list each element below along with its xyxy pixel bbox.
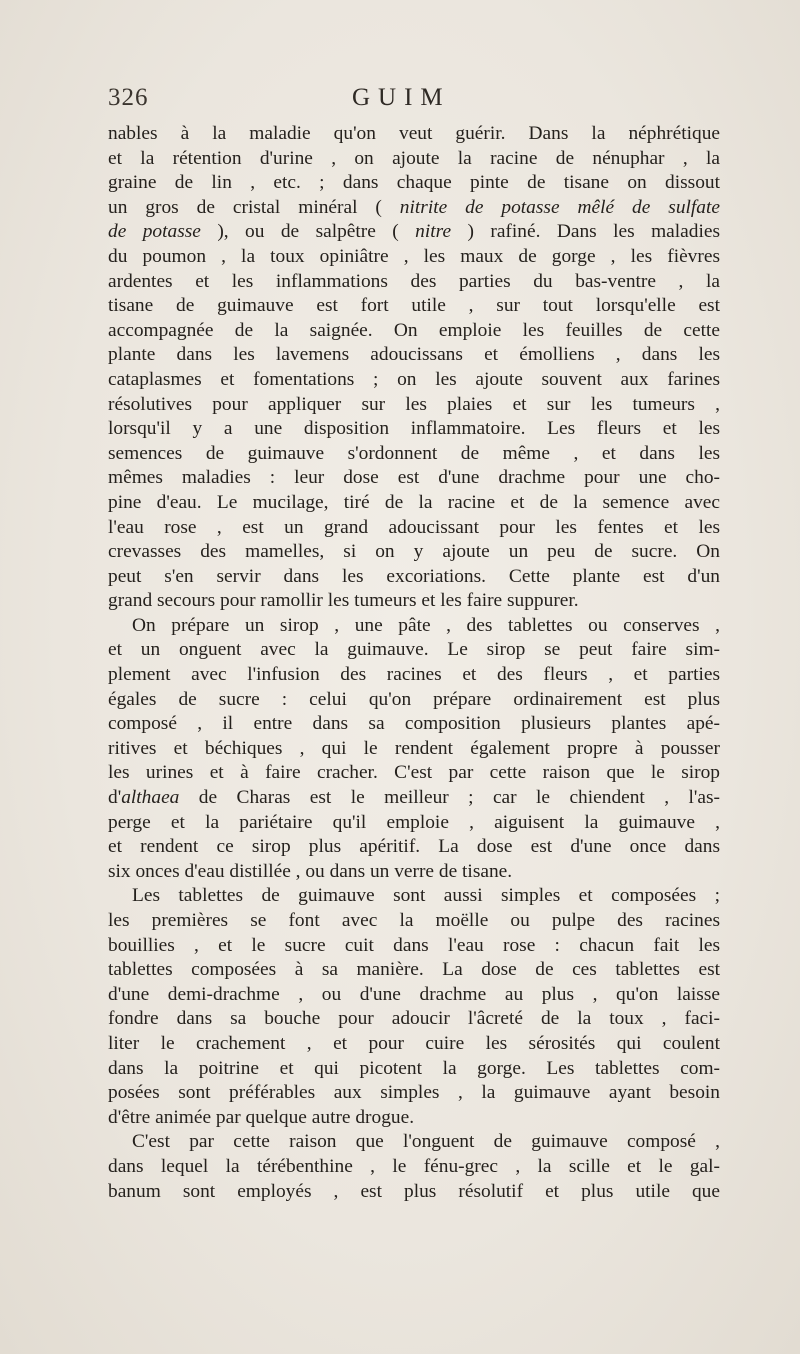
text-line <box>108 1106 720 1131</box>
text-line <box>108 1081 720 1106</box>
running-head: GUIM <box>352 84 451 111</box>
text-line <box>108 835 720 860</box>
text-run: un gros de cristal minéral ( <box>108 196 400 218</box>
text-run: ), ou de salpêtre ( <box>200 221 416 243</box>
text-line <box>108 294 720 319</box>
text-run: les urines et à faire cracher. C'est par cette raison que le sirop <box>108 762 720 784</box>
text-run: posées sont préférables aux simples , la guimauve ayant besoin <box>108 1082 720 1104</box>
italic-text: althaea <box>121 787 180 809</box>
text-line <box>108 319 720 344</box>
text-run: bouillies , et le sucre cuit dans l'eau rose : chacun fait les <box>108 934 720 956</box>
text-line <box>108 1130 720 1155</box>
text-run: lorsqu'il y a une disposition inflammatoire. Les fleurs et les <box>108 418 720 440</box>
text-run: et rendent ce sirop plus apéritif. La dose est d'une once dans <box>108 836 720 858</box>
text-line <box>108 466 720 491</box>
text-run: l'eau rose , est un grand adoucissant pour les fentes et les <box>108 516 720 538</box>
text-run: de Charas est le meilleur ; car le chiendent , l'as- <box>179 787 720 809</box>
text-run: peut s'en servir dans les excoriations. Cette plante est d'un <box>108 565 720 587</box>
text-line <box>108 368 720 393</box>
text-line <box>108 417 720 442</box>
text-run: ritives et béchiques , qui le rendent également propre à pousser <box>108 737 720 759</box>
text-line <box>108 122 720 147</box>
text-line <box>108 1155 720 1180</box>
text-run: graine de lin , etc. ; dans chaque pinte de tisane on dissout <box>108 172 720 194</box>
text-run: nables à la maladie qu'on veut guérir. Dans la néphrétique <box>108 123 720 144</box>
text-line <box>108 958 720 983</box>
text-run: d' <box>108 787 122 809</box>
text-line <box>108 761 720 786</box>
text-run: semences de guimauve s'ordonnent de même , et dans les <box>108 442 720 464</box>
text-run: liter le crachement , et pour cuire les sérosités qui coulent <box>108 1032 720 1054</box>
text-line <box>108 220 720 245</box>
text-line <box>108 196 720 221</box>
text-line <box>108 147 720 172</box>
text-run: résolutives pour appliquer sur les plaies et sur les tumeurs , <box>108 393 720 415</box>
text-line <box>108 270 720 295</box>
text-run: tablettes composées à sa manière. La dose de ces tablettes est <box>108 959 720 981</box>
page-header <box>108 84 718 118</box>
text-line <box>108 1032 720 1057</box>
italic-text: nitrite de potasse mêlé de sulfate <box>399 196 720 218</box>
text-run: plante dans les lavemens adoucissans et émolliens , dans les <box>108 344 720 366</box>
text-line <box>108 860 720 885</box>
text-run: accompagnée de la saignée. On emploie les feuilles de cette <box>108 319 720 341</box>
text-run: d'une demi-drachme , ou d'une drachme au plus , qu'on laisse <box>108 983 720 1005</box>
text-line <box>108 786 720 811</box>
text-run: composé , il entre dans sa composition plusieurs plantes apé- <box>108 713 720 735</box>
text-line <box>108 171 720 196</box>
text-line <box>108 884 720 909</box>
text-run: ) rafiné. Dans les maladies <box>451 221 720 243</box>
text-run: d'être animée par quelque autre drogue. <box>108 1106 415 1128</box>
text-run: et la rétention d'urine , on ajoute la racine de nénuphar , la <box>108 147 720 169</box>
text-line <box>108 393 720 418</box>
text-line <box>108 737 720 762</box>
text-line <box>108 245 720 270</box>
text-run: Les tablettes de guimauve sont aussi simples et composées ; <box>132 885 720 907</box>
italic-text: de potasse <box>108 221 201 243</box>
page-number: 326 <box>108 84 149 111</box>
text-run: du poumon , la toux opiniâtre , les maux de gorge , les fièvres <box>108 245 720 267</box>
text-run: fondre dans sa bouche pour adoucir l'âcreté de la toux , faci- <box>108 1008 720 1030</box>
text-run: pine d'eau. Le mucilage, tiré de la racine et de la semence avec <box>108 491 720 513</box>
text-line <box>108 811 720 836</box>
text-run: tisane de guimauve est fort utile , sur tout lorsqu'elle est <box>108 295 720 317</box>
text-line <box>108 712 720 737</box>
text-run: On prépare un sirop , une pâte , des tablettes ou conserves , <box>132 614 720 636</box>
text-line <box>108 688 720 713</box>
text-run: cataplasmes et fomentations ; on les ajoute souvent aux farines <box>108 368 720 390</box>
text-line <box>108 1057 720 1082</box>
text-run: dans la poitrine et qui picotent la gorge. Les tablettes com- <box>108 1057 720 1079</box>
text-run: ardentes et les inflammations des parties du bas-ventre , la <box>108 270 720 292</box>
text-line <box>108 1180 720 1205</box>
text-line <box>108 516 720 541</box>
italic-text: nitre <box>415 221 452 243</box>
text-line <box>108 663 720 688</box>
text-run: dans lequel la térébenthine , le fénu-grec , la scille et le gal- <box>108 1155 720 1177</box>
text-run: et un onguent avec la guimauve. Le sirop se peut faire sim- <box>108 639 720 661</box>
text-run: plement avec l'infusion des racines et des fleurs , et parties <box>108 664 720 686</box>
text-line <box>108 934 720 959</box>
text-line <box>108 983 720 1008</box>
text-run: six onces d'eau distillée , ou dans un verre de tisane. <box>108 860 513 882</box>
text-run: crevasses des mamelles, si on y ajoute un peu de sucre. On <box>108 541 720 563</box>
text-line <box>108 565 720 590</box>
text-run: les premières se font avec la moëlle ou pulpe des racines <box>108 910 720 931</box>
text-line <box>108 1007 720 1032</box>
text-line <box>108 540 720 565</box>
text-run: grand secours pour ramollir les tumeurs et les faire suppurer. <box>108 590 579 612</box>
text-line <box>108 614 720 639</box>
text-run: égales de sucre : celui qu'on prépare ordinairement est plus <box>108 688 720 710</box>
text-run: banum sont employés , est plus résolutif et plus utile que <box>108 1180 720 1202</box>
text-line <box>108 638 720 663</box>
text-line <box>108 343 720 368</box>
text-line <box>108 909 720 934</box>
text-run: mêmes maladies : leur dose est d'une drachme pour une cho- <box>108 467 720 489</box>
body-text <box>108 122 720 1204</box>
text-line <box>108 491 720 516</box>
text-run: perge et la pariétaire qu'il emploie , aiguisent la guimauve , <box>108 811 720 833</box>
text-line <box>108 442 720 467</box>
text-run: C'est par cette raison que l'onguent de guimauve composé , <box>132 1131 720 1153</box>
text-line <box>108 589 720 614</box>
